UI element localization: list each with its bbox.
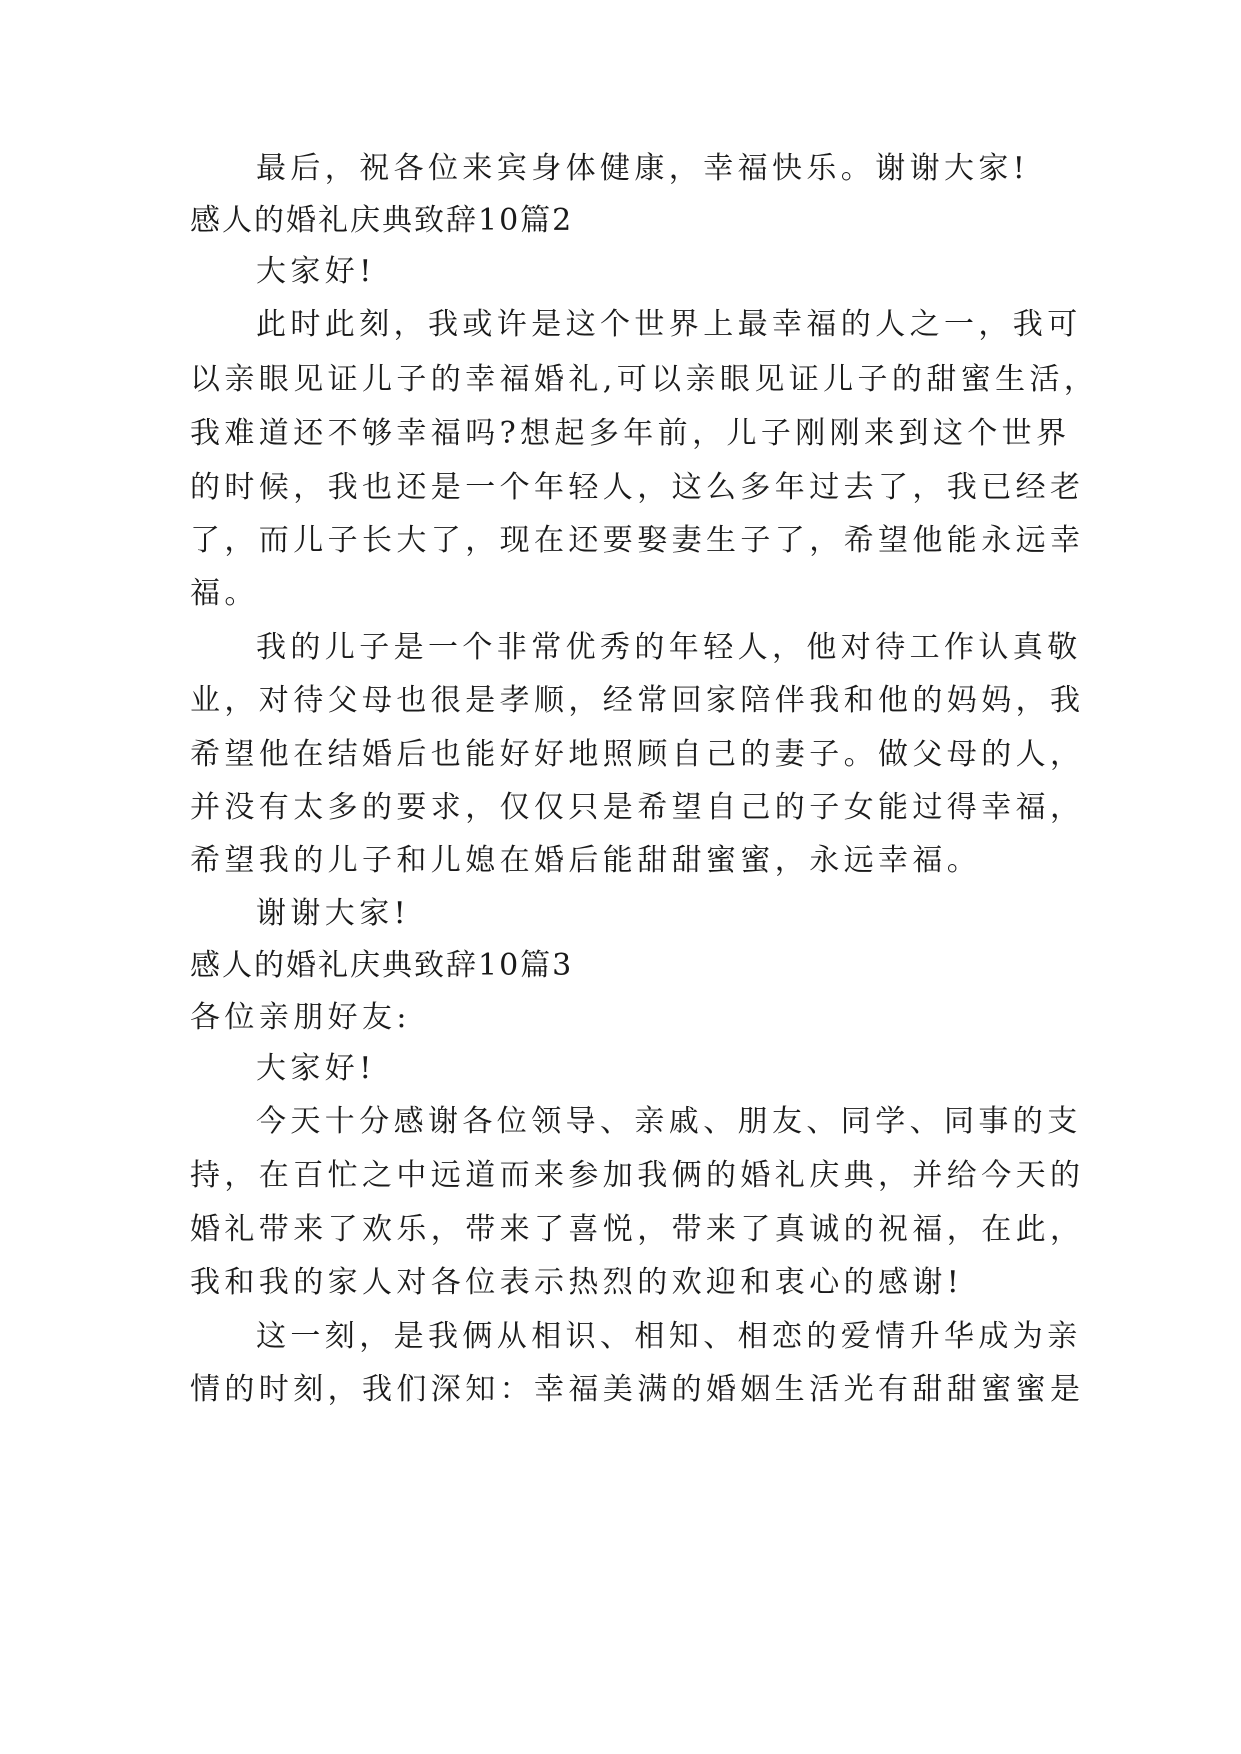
paragraph-line: 我和我的家人对各位表示热烈的欢迎和衷心的感谢! [190, 1265, 964, 1300]
paragraph-line: 以亲眼见证儿子的幸福婚礼,可以亲眼见证儿子的甜蜜生活， [190, 362, 1099, 397]
paragraph-line: 的时候，我也还是一个年轻人，这么多年过去了，我已经老 [190, 470, 1085, 505]
paragraph-line: 持，在百忙之中远道而来参加我俩的婚礼庆典，并给今天的 [190, 1158, 1085, 1193]
greeting-2: 大家好! [256, 254, 376, 289]
paragraph-line: 今天十分感谢各位领导、亲戚、朋友、同学、同事的支 [256, 1104, 1082, 1139]
section-heading-2: 感人的婚礼庆典致辞10篇2 [190, 203, 574, 238]
paragraph-line: 这一刻，是我俩从相识、相知、相恋的爱情升华成为亲 [256, 1319, 1082, 1354]
paragraph-line: 并没有太多的要求，仅仅只是希望自己的子女能过得幸福， [190, 790, 1085, 825]
paragraph-line: 业，对待父母也很是孝顺，经常回家陪伴我和他的妈妈，我 [190, 683, 1085, 718]
thanks-line: 谢谢大家! [256, 896, 411, 931]
paragraph-line: 我的儿子是一个非常优秀的年轻人，他对待工作认真敬 [256, 630, 1082, 665]
salutation: 各位亲朋好友: [190, 1000, 411, 1035]
paragraph-line: 了，而儿子长大了，现在还要娶妻生子了，希望他能永远幸 [190, 523, 1085, 558]
greeting-3: 大家好! [256, 1051, 376, 1086]
paragraph-line: 希望他在结婚后也能好好地照顾自己的妻子。做父母的人， [190, 737, 1085, 772]
paragraph-line: 婚礼带来了欢乐，带来了喜悦，带来了真诚的祝福，在此， [190, 1212, 1085, 1247]
section-heading-3: 感人的婚礼庆典致辞10篇3 [190, 948, 574, 983]
paragraph-line: 希望我的儿子和儿媳在婚后能甜甜蜜蜜，永远幸福。 [190, 843, 982, 878]
paragraph-line: 福。 [190, 576, 259, 611]
closing-line: 最后，祝各位来宾身体健康，幸福快乐。谢谢大家! [256, 151, 1030, 186]
paragraph-line: 情的时刻，我们深知：幸福美满的婚姻生活光有甜甜蜜蜜是 [190, 1372, 1085, 1407]
paragraph-line: 此时此刻，我或许是这个世界上最幸福的人之一，我可 [256, 307, 1082, 342]
paragraph-line: 我难道还不够幸福吗?想起多年前，儿子刚刚来到这个世界 [190, 416, 1071, 451]
